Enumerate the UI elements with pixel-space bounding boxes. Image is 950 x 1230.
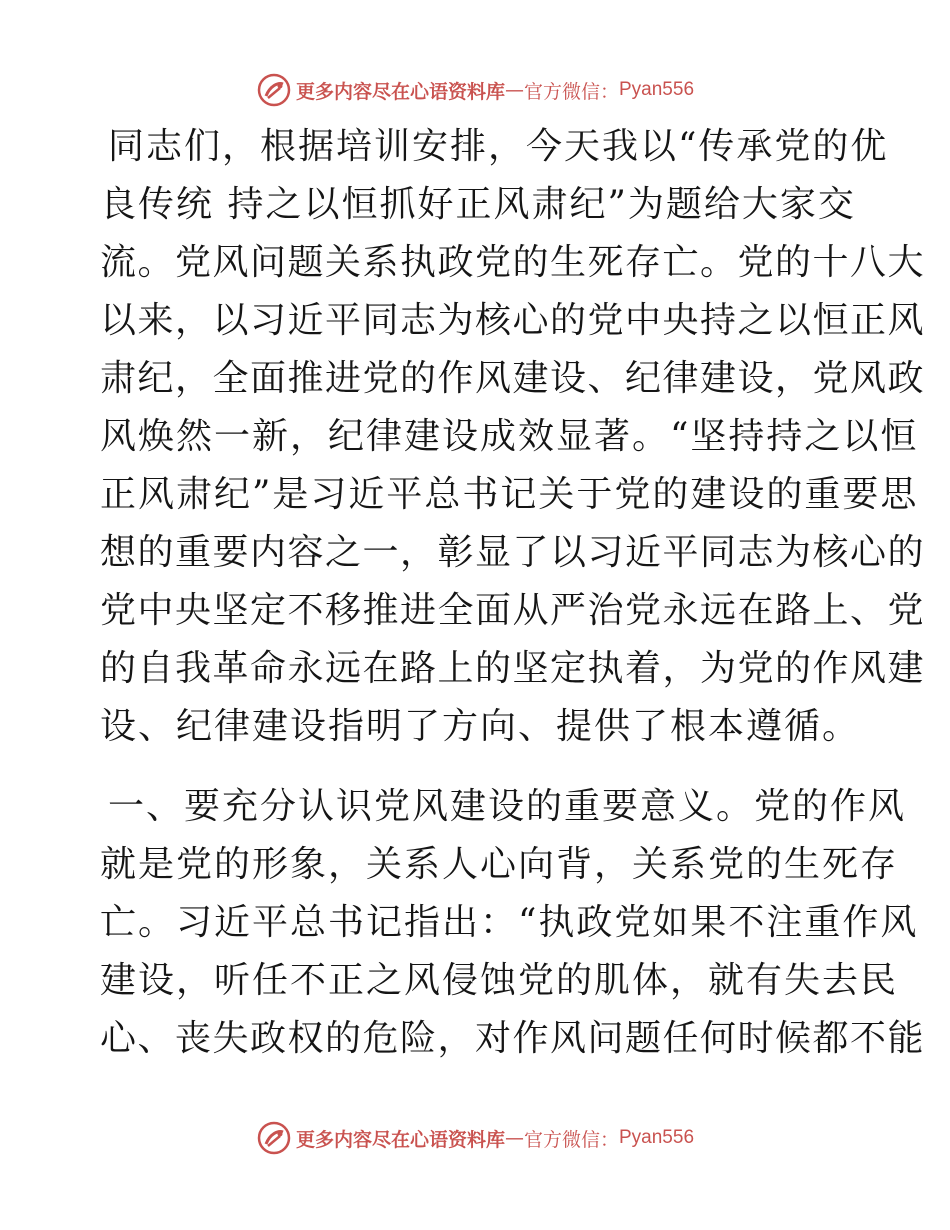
paragraph2-line: 亡。习近平总书记指出：“执政党如果不注重作风 — [100, 902, 919, 943]
paragraph1-line: 想的重要内容之一，彰显了以习近平同志为核心的 — [100, 532, 926, 573]
paragraph2-line: 建设，听任不正之风侵蚀党的肌体，就有失去民 — [100, 960, 899, 1001]
watermark-wechat-label: 官方微信： — [523, 80, 619, 103]
watermark-wechat-id: Pyan556 — [619, 79, 695, 100]
paragraph1-line: 同志们，根据培训安排，今天我以“传承党的优 — [108, 126, 889, 167]
paragraph2-line: 心、丧失政权的危险，对作风问题任何时候都不能 — [100, 1018, 926, 1059]
watermark-site-text: 更多内容尽在心语资料库 — [295, 80, 505, 103]
watermark-wechat-id: Pyan556 — [619, 1127, 695, 1148]
footer-watermark — [0, 1118, 950, 1158]
watermark-separator: — — [504, 1127, 524, 1149]
red-seal-logo-icon — [256, 72, 292, 108]
watermark-separator: — — [504, 79, 524, 101]
paragraph2-line: 就是党的形象，关系人心向背，关系党的生死存 — [100, 844, 899, 885]
paragraph1-line: 正风肃纪”是习近平总书记关于党的建设的重要思 — [100, 474, 919, 515]
header-watermark — [0, 70, 950, 110]
paragraph1-line: 以来，以习近平同志为核心的党中央持之以恒正风 — [100, 300, 926, 341]
red-seal-logo-icon — [256, 1120, 292, 1156]
paragraph1-line: 良传统 持之以恒抓好正风肃纪”为题给大家交 — [100, 184, 856, 225]
paragraph2-line: 一、要充分认识党风建设的重要意义。党的作风 — [108, 786, 907, 827]
paragraph1-line: 的自我革命永远在路上的坚定执着，为党的作风建 — [100, 648, 926, 689]
watermark-site-text: 更多内容尽在心语资料库 — [295, 1128, 505, 1151]
watermark-wechat-label: 官方微信： — [523, 1128, 619, 1151]
paragraph1-line: 设、纪律建设指明了方向、提供了根本遵循。 — [100, 706, 861, 747]
paragraph1-line: 肃纪，全面推进党的作风建设、纪律建设，党风政 — [100, 358, 926, 399]
paragraph1-line: 风焕然一新，纪律建设成效显著。“坚持持之以恒 — [100, 416, 919, 457]
paragraph1-line: 流。党风问题关系执政党的生死存亡。党的十八大 — [100, 242, 926, 283]
paragraph1-line: 党中央坚定不移推进全面从严治党永远在路上、党 — [100, 590, 926, 631]
